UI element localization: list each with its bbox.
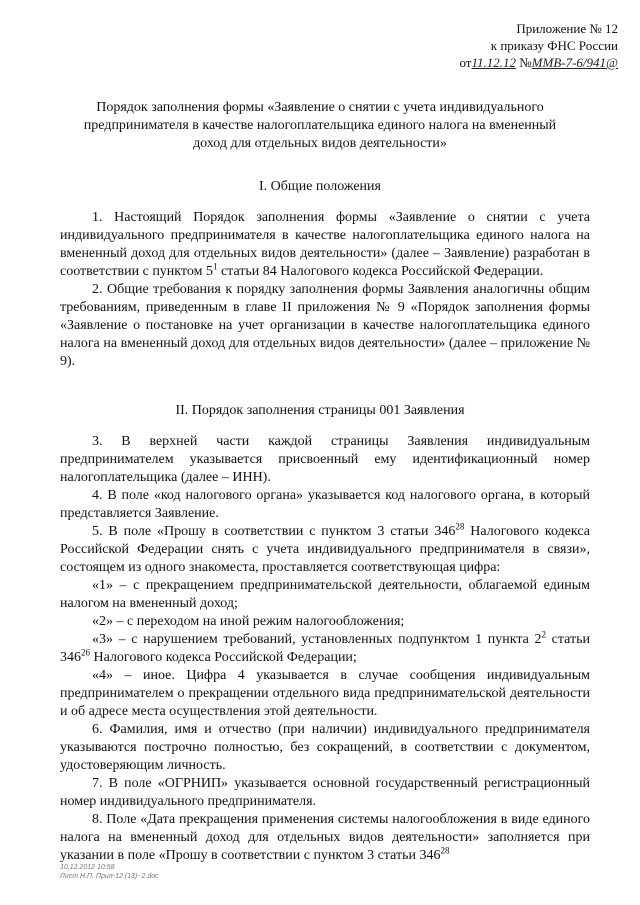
paragraph-3: 3. В верхней части каждой страницы Заявления индивидуальным предпринимателем указывается присвоенный ему идентификационный номер налогоплательщика (далее – ИНН).: [60, 434, 590, 485]
footer-timestamp: 10.12.2012 10:58: [60, 864, 115, 871]
paragraph-8: 8. Поле «Дата прекращения применения системы налогообложения в виде единого налога на вмененный доход для отдельных видов деятельности» заполняется при указании в поле «Прошу в соответствии с пунктом 3 статьи $346^{28}$: [60, 812, 590, 863]
paragraph-2: 2. Общие требования к порядку заполнения формы Заявления аналогичны общим требованиям, приведенным в главе II приложения № 9 «Порядок заполнения формы «Заявление о постановке на учет организации в качестве налогоплательщика единого налога на вмененный доход для отдельных видов деятельности» (далее – приложение № 9).: [60, 282, 590, 369]
paragraph-1: 1. Настоящий Порядок заполнения формы «Заявление о снятии с учета индивидуального предпринимателя в качестве налогоплательщика единого налога на вмененный доход для отдельных видов деятельности» (далее – Заявление) разработан в соответствии с пунктом $5^1$ статьи 84 Налогового кодекса Российской Федерации.: [60, 210, 590, 279]
date-prefix: от: [459, 55, 472, 70]
paragraph-6: 6. Фамилия, имя и отчество (при наличии) индивидуального предпринимателя указываются построчно полностью, без сокращений, в соответствии с документом, удостоверяющим личность.: [60, 722, 590, 773]
handwritten-date: 11.12.12: [471, 55, 517, 70]
handwritten-number: ММВ-7-6/941@: [531, 55, 618, 70]
section-heading-general: I. Общие положения: [259, 179, 381, 194]
appendix-header: [459, 20, 618, 71]
file-footer: [60, 863, 159, 881]
appendix-number: Приложение № 12: [516, 21, 618, 36]
section-heading-page-001: II. Порядок заполнения страницы 001 Заявления: [175, 403, 465, 418]
option-4: «4» – иное. Цифра 4 указывается в случае сообщения индивидуальным предпринимателем о прекращении отдельного вида предпринимательской деятельности и об адресе места осуществления этой деятельности.: [60, 668, 590, 719]
option-1: «1» – с прекращением предпринимательской деятельности, облагаемой единым налогом на вмененный доход;: [60, 578, 590, 611]
paragraph-4: 4. В поле «код налогового органа» указывается код налогового органа, в который представляется Заявление.: [60, 488, 590, 521]
order-date-number: [459, 54, 618, 71]
order-reference: к приказу ФНС России: [490, 38, 618, 53]
section-page-001-body: [60, 433, 590, 865]
option-3: «3» – с нарушением требований, установленных подпунктом 1 пункта $2^2$ статьи $346^{26}$ Налогового кодекса Российской Федерации;: [60, 629, 590, 665]
number-prefix: №: [519, 55, 532, 70]
section-general-body: [60, 209, 590, 371]
paragraph-7: 7. В поле «ОГРНИП» указывается основной государственный регистрационный номер индивидуального предпринимателя.: [60, 776, 590, 809]
paragraph-5: 5. В поле «Прошу в соответствии с пунктом 3 статьи $346^{28}$ Налогового кодекса Российской Федерации снять с учета индивидуального предпринимателя в связи», состоящем из одного знакоместа, проставляется соответствующая цифра:: [60, 521, 590, 575]
footer-filename: Лист Н.П. Прил-12 (13)- 2.doc: [60, 873, 159, 880]
option-2: «2» – с переходом на иной режим налогообложения;: [92, 614, 405, 629]
document-title: Порядок заполнения формы «Заявление о снятии с учета индивидуального предпринимателя в качестве налогоплательщика единого налога на вмененный доход для отдельных видов деятельности»: [83, 100, 557, 151]
